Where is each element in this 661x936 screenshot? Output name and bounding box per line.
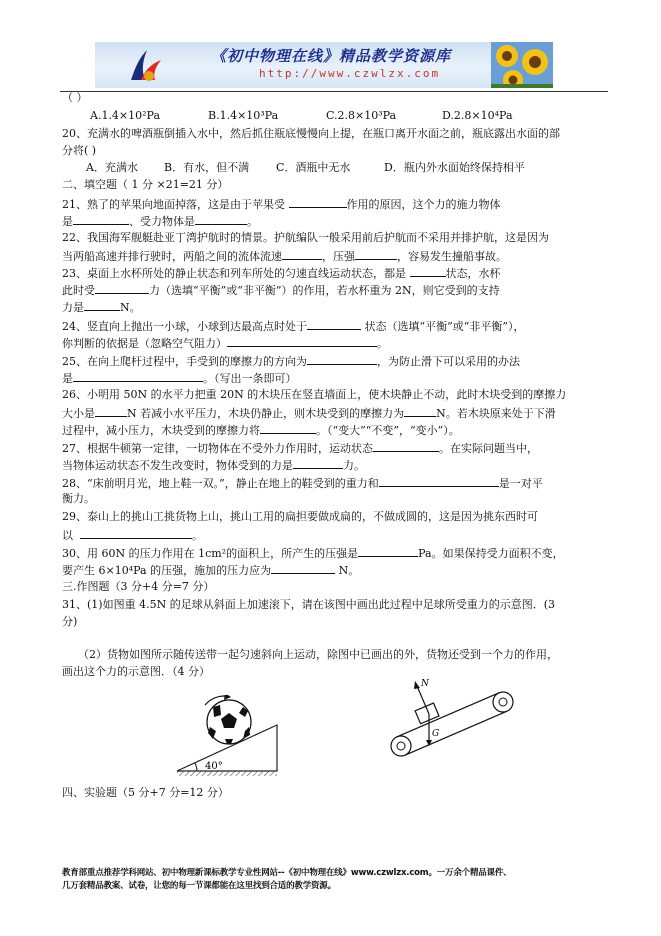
q22-blank-2[interactable] — [355, 248, 397, 260]
q30-line1 — [62, 545, 564, 561]
q24-text-b: 状态（选填“平衡”或“非平衡”）， — [361, 320, 525, 333]
q24-blank-1[interactable] — [307, 318, 361, 330]
footer-line1: 教育部重点推荐学科网站、初中物理新课标教学专业性网站--《初中物理在线》www.czwlzx.com。一万余个精品课件、 — [62, 868, 512, 878]
q26-line1: 26、小明用 50N 的水平力把重 20N 的木块压在竖直墙面上，使木块静止不动，此时木块受到的摩擦力 — [62, 388, 567, 401]
q26-text-c: N。若木块原来处于下滑 — [436, 407, 556, 420]
q19-paren: （ ） — [62, 91, 88, 104]
q19-option-a: A.1.4×10²Pa — [90, 109, 161, 122]
q30-text-b: Pa。如果保持受力面积不变， — [418, 547, 564, 560]
q30-blank-1[interactable] — [358, 545, 418, 557]
section3-title: 三.作图题（3 分+4 分=7 分） — [62, 580, 215, 593]
conveyor-belt-figure[interactable] — [385, 672, 525, 762]
footer-line2: 几万套精品教案、试卷，让您的每一节课都能在这里找到合适的教学资源。 — [62, 881, 336, 891]
q25-text-a: 25、在向上爬杆过程中，手受到的摩擦力的方向为 — [62, 355, 307, 368]
q25-blank-2[interactable] — [73, 370, 203, 382]
q24-text-a: 24、竖直向上抛出一小球，小球到达最高点时处于 — [62, 320, 307, 333]
q22-line2 — [62, 248, 507, 264]
q25-text-b: ，为防止滑下可以采用的办法 — [377, 355, 520, 368]
q28-text-a: 28、“床前明月光，地上鞋一双。”，静止在地上的鞋受到的重力和 — [62, 477, 379, 490]
angle-label: 40° — [205, 761, 223, 772]
q26-text-a: 大小是 — [62, 407, 95, 420]
q29-text-a: 以 — [62, 529, 73, 542]
q27-text-c: 当物体运动状态不发生改变时，物体受到的力是 — [62, 459, 293, 472]
ground-hatch — [177, 771, 277, 776]
q27-text-b: 。在实际问题当中， — [439, 442, 538, 455]
incline-football-figure[interactable] — [175, 695, 310, 777]
banner-url[interactable]: http://www.czwlzx.com — [259, 67, 441, 80]
q26-blank-3[interactable] — [260, 422, 316, 434]
q30-text-d: N。 — [335, 564, 360, 577]
q27-text-a: 27、根据牛顿第一定律，一切物体在不受外力作用时，运动状态 — [62, 442, 373, 455]
q25-blank-1[interactable] — [307, 353, 377, 365]
q28-line2: 衡力。 — [62, 492, 95, 505]
q21-line2 — [62, 213, 258, 229]
q25-line1 — [62, 353, 520, 369]
force-label-n: N — [421, 679, 429, 689]
q23-line1 — [62, 265, 501, 281]
q27-line1 — [62, 440, 538, 456]
q20-option-d: D．瓶内外水面始终保持相平 — [384, 161, 525, 174]
q21-blank-1[interactable] — [289, 196, 347, 208]
q23-blank-1[interactable] — [410, 265, 446, 277]
rolling-arrowhead — [224, 695, 231, 700]
q25-text-c: 是 — [62, 372, 73, 385]
q21-text-e: 。 — [247, 215, 258, 228]
q25-line2 — [62, 370, 297, 386]
q22-blank-1[interactable] — [282, 248, 322, 260]
q30-blank-2[interactable] — [271, 562, 335, 574]
q29-line1: 29、泰山上的挑山工挑货物上山，挑山工用的扁担要做成扁的，不做成圆的，这是因为挑东西时可 — [62, 510, 538, 523]
q29-blank-1[interactable] — [80, 527, 192, 539]
force-label-g: G — [432, 729, 440, 739]
q23-text-d: 力（选填“平衡”或“非平衡”）的作用，若水杯重为 2N，则它受到的支持 — [149, 284, 500, 297]
q21-text-c: 是 — [62, 215, 73, 228]
q20-option-c: C．酒瓶中无水 — [276, 161, 351, 174]
q22-line1: 22、我国海军舰艇赴亚丁湾护航时的情景。护航编队一般采用前后护航而不采用并排护航，这是因为 — [62, 231, 549, 244]
q22-text-c: ，容易发生撞船事故。 — [397, 250, 507, 263]
q28-line1 — [62, 475, 543, 491]
q29-text-b: 。 — [192, 529, 203, 542]
q27-line2 — [62, 457, 365, 473]
q28-text-b: 是一对平 — [498, 477, 543, 490]
q21-text-d: 、受力物体是 — [129, 215, 195, 228]
banner-title: 《初中物理在线》精品教学资源库 — [211, 47, 452, 65]
football-icon — [207, 700, 251, 744]
sunflower-icon — [491, 42, 553, 88]
q21-text-b: 作用的原因，这个力的施力物体 — [346, 198, 501, 211]
q23-line3 — [62, 299, 141, 315]
q21-blank-3[interactable] — [195, 213, 247, 225]
q22-text-a: 当两船高速并排行驶时，两船之间的流体流速 — [62, 250, 282, 263]
section4-title: 四、实验题（5 分+7 分=12 分） — [62, 786, 229, 799]
q24-line2 — [62, 335, 388, 351]
q26-text-d: 过程中，减小压力，木块受到的摩擦力将 — [62, 424, 260, 437]
q29-line2 — [62, 527, 203, 543]
q23-text-b: 状态，水杯 — [445, 267, 501, 280]
q19-option-b: B.1.4×10³Pa — [208, 109, 279, 122]
q24-text-d: 。 — [377, 337, 388, 350]
q23-line2 — [62, 282, 500, 298]
q23-text-e: 力是 — [62, 301, 84, 314]
q31-line3: （2）货物如图所示随传送带一起匀速斜向上运动，除图中已画出的外，货物还受到一个力的作用， — [78, 648, 558, 661]
q23-text-f: N。 — [120, 301, 141, 314]
q19-option-d: D.2.8×10⁴Pa — [442, 109, 513, 122]
q20-option-b: B．有水，但不满 — [164, 161, 250, 174]
q31-line1: 31、(1)如图重 4.5N 的足球从斜面上加速滚下，请在该图中画出此过程中足球所受重力的示意图．(3 — [62, 598, 555, 611]
q31-line4: 画出这个力的示意图．（4 分） — [62, 665, 210, 678]
q26-blank-1[interactable] — [95, 405, 127, 417]
q25-text-d: 。（写出一条即可） — [203, 372, 297, 385]
q24-blank-2[interactable] — [227, 335, 377, 347]
q27-blank-1[interactable] — [373, 440, 439, 452]
q23-blank-3[interactable] — [84, 299, 120, 311]
q21-blank-2[interactable] — [73, 213, 129, 225]
q31-line2: 分) — [62, 615, 78, 628]
q20-line2: 分将( ) — [62, 144, 97, 157]
q30-line2 — [62, 562, 359, 578]
q20-option-a: A．充满水 — [86, 161, 138, 174]
q30-text-a: 30、用 60N 的压力作用在 1cm²的面积上，所产生的压强是 — [62, 547, 359, 560]
q27-blank-2[interactable] — [293, 457, 343, 469]
q26-text-b: N 若减小水平压力，木块仍静止，则木块受到的摩擦力为 — [127, 407, 405, 420]
conveyor-belt — [391, 692, 513, 756]
q27-text-d: 力。 — [343, 459, 365, 472]
q21-line1 — [62, 196, 501, 212]
q23-blank-2[interactable] — [95, 282, 149, 294]
header-rule — [60, 91, 608, 92]
section2-title: 二、填空题（ 1 分 ×21=21 分） — [62, 178, 229, 191]
q26-line2 — [62, 405, 556, 421]
header-banner — [95, 42, 553, 88]
site-logo-icon — [125, 46, 165, 84]
q19-option-c: C.2.8×10³Pa — [326, 109, 397, 122]
q24-text-c: 你判断的依据是（忽略空气阻力） — [62, 337, 227, 350]
q20-line1: 20、充满水的啤酒瓶倒插入水中，然后抓住瓶底慢慢向上提，在瓶口离开水面之前，瓶底露出水面的部 — [62, 127, 560, 140]
q26-text-e: 。（“变大”“不变”，“变小”）。 — [316, 424, 460, 437]
q24-line1 — [62, 318, 525, 334]
q23-text-c: 此时受 — [62, 284, 95, 297]
q26-line3 — [62, 422, 460, 438]
q30-text-c: 要产生 6×10⁴Pa 的压强，施加的压力应为 — [62, 564, 272, 577]
q22-text-b: ，压强 — [322, 250, 355, 263]
q21-text-a: 21、熟了的苹果向地面掉落，这是由于苹果受 — [62, 198, 289, 211]
q26-blank-2[interactable] — [404, 405, 436, 417]
q28-blank-1[interactable] — [379, 475, 499, 487]
q23-text-a: 23、桌面上水杯所处的静止状态和列车所处的匀速直线运动状态，都是 — [62, 267, 410, 280]
